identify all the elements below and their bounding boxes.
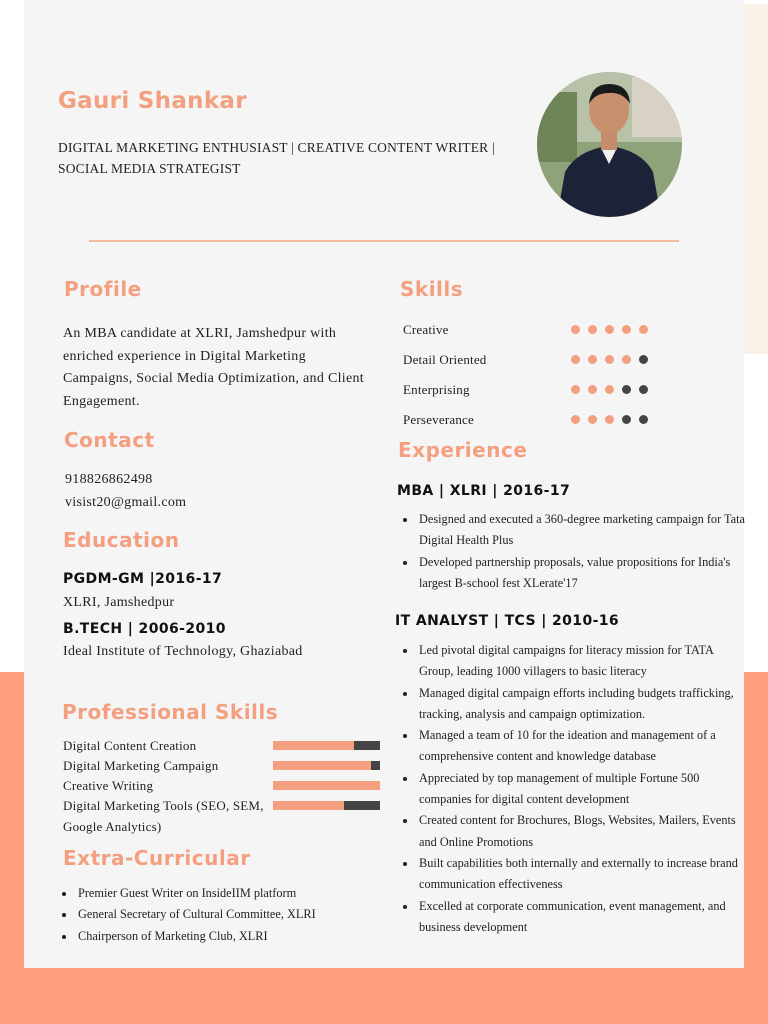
list-item: Developed partnership proposals, value propositions for India's largest B-school fest XLerate'17 (419, 552, 749, 595)
skill-rating (571, 415, 648, 424)
education-school: XLRI, Jamshedpur (63, 595, 175, 610)
list-item: Managed digital campaign efforts including budgets trafficking, tracking, analysis and campaign optimization. (419, 683, 749, 726)
avatar (537, 72, 682, 217)
rating-dot-filled (588, 325, 597, 334)
pro-skill-bar (273, 781, 380, 790)
professional-skills-heading: Professional Skills (62, 700, 279, 724)
rating-dot-filled (588, 355, 597, 364)
rating-dot-filled (639, 325, 648, 334)
pro-skill-row (63, 795, 383, 837)
skill-label: Perseverance (403, 412, 474, 427)
list-item: Led pivotal digital campaigns for literacy mission for TATA Group, leading 1000 villagers to basic literacy (419, 640, 749, 683)
rating-dot-filled (605, 415, 614, 424)
pro-skill-bar (273, 801, 380, 810)
experience-heading: Experience (398, 438, 528, 462)
job-bullets (399, 640, 749, 938)
education-degree: B.TECH | 2006-2010 (63, 621, 226, 637)
pro-skill-row (63, 755, 383, 776)
skill-row (403, 352, 663, 372)
list-item: Created content for Brochures, Blogs, Websites, Mailers, Events and Online Promotions (419, 810, 749, 853)
rating-dot-filled (571, 325, 580, 334)
pro-skill-bar (273, 741, 380, 750)
list-item: Appreciated by top management of multiple Fortune 500 companies for digital content development (419, 768, 749, 811)
skill-label: Detail Oriented (403, 352, 487, 367)
pro-skill-fill (273, 741, 354, 750)
skills-heading: Skills (400, 277, 464, 301)
skill-rating (571, 355, 648, 364)
rating-dot-filled (605, 355, 614, 364)
list-item: Managed a team of 10 for the ideation and management of a comprehensive content and knowledge database (419, 725, 749, 768)
rating-dot-empty (639, 415, 648, 424)
extra-curricular-heading: Extra-Curricular (63, 846, 251, 870)
skill-label: Enterprising (403, 382, 470, 397)
rating-dot-empty (622, 385, 631, 394)
cream-stripe (744, 4, 768, 354)
pro-skill-label: Digital Marketing Campaign (63, 758, 219, 773)
candidate-name: Gauri Shankar (58, 88, 247, 114)
rating-dot-filled (622, 355, 631, 364)
list-item: Designed and executed a 360-degree marketing campaign for Tata Digital Health Plus (419, 509, 749, 552)
contact-heading: Contact (64, 428, 155, 452)
profile-text: An MBA candidate at XLRI, Jamshedpur with enriched experience in Digital Marketing Campaigns, Social Media Optimization, and Client Engagement. (63, 326, 364, 409)
rating-dot-filled (605, 325, 614, 334)
skill-rating (571, 325, 648, 334)
skill-rating (571, 385, 648, 394)
skill-row (403, 322, 663, 342)
skill-row (403, 412, 663, 432)
header-divider (89, 240, 679, 242)
job-bullets (399, 509, 749, 594)
rating-dot-filled (571, 415, 580, 424)
pro-skill-label: Creative Writing (63, 778, 154, 793)
pro-skill-row (63, 775, 383, 796)
education-heading: Education (63, 528, 180, 552)
list-item: Premier Guest Writer on InsideIIM platform (78, 883, 398, 904)
pro-skill-bar (273, 761, 380, 770)
profile-photo-icon (537, 72, 682, 217)
rating-dot-filled (571, 355, 580, 364)
rating-dot-filled (588, 385, 597, 394)
job-title: MBA | XLRI | 2016-17 (397, 483, 571, 499)
rating-dot-filled (588, 415, 597, 424)
list-item: Excelled at corporate communication, event management, and business development (419, 896, 749, 939)
contact-phone: 918826862498 (65, 472, 153, 487)
rating-dot-filled (622, 325, 631, 334)
education-degree: PGDM-GM |2016-17 (63, 571, 223, 587)
rating-dot-filled (605, 385, 614, 394)
rating-dot-empty (639, 385, 648, 394)
contact-email[interactable]: visist20@gmail.com (65, 495, 187, 510)
education-school: Ideal Institute of Technology, Ghaziabad (63, 644, 303, 659)
list-item: General Secretary of Cultural Committee, XLRI (78, 904, 398, 925)
rating-dot-empty (639, 355, 648, 364)
skill-label: Creative (403, 322, 449, 337)
extra-curricular-list (58, 883, 398, 947)
list-item: Built capabilities both internally and externally to increase brand communication effectiveness (419, 853, 749, 896)
pro-skill-fill (273, 761, 371, 770)
pro-skill-fill (273, 781, 380, 790)
rating-dot-filled (571, 385, 580, 394)
skill-row (403, 382, 663, 402)
pro-skill-row (63, 735, 383, 756)
job-title: IT ANALYST | TCS | 2010-16 (395, 613, 620, 629)
pro-skill-label: Digital Content Creation (63, 738, 197, 753)
rating-dot-empty (622, 415, 631, 424)
list-item: Chairperson of Marketing Club, XLRI (78, 926, 398, 947)
pro-skill-label: Digital Marketing Tools (SEO, SEM, Google Analytics) (63, 798, 264, 834)
tagline: DIGITAL MARKETING ENTHUSIAST | CREATIVE CONTENT WRITER | SOCIAL MEDIA STRATEGIST (58, 140, 495, 176)
pro-skill-fill (273, 801, 344, 810)
profile-heading: Profile (64, 277, 142, 301)
